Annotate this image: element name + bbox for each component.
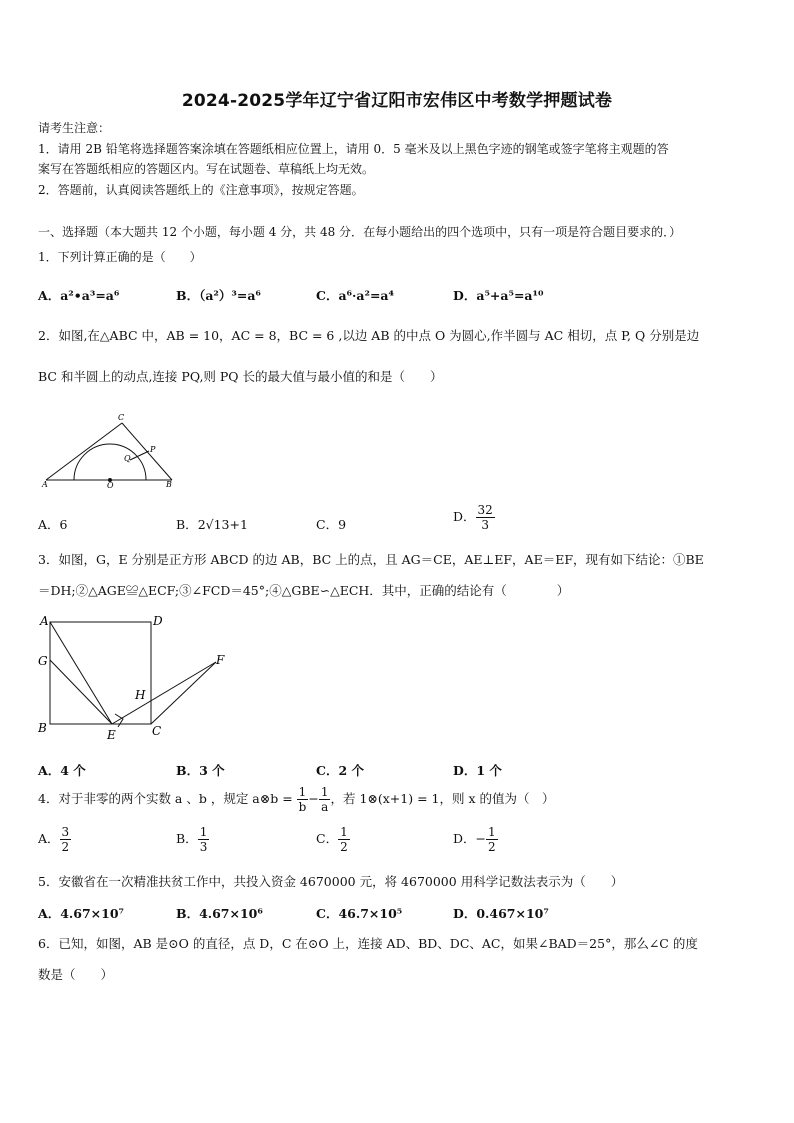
- label-e: E: [107, 728, 116, 742]
- semicircle: [74, 444, 146, 480]
- q4-option-d: D．− $\frac{1}{2}$: [453, 825, 496, 854]
- square-abcd: [50, 622, 151, 724]
- q4-minus: −: [308, 791, 319, 806]
- label-a: A: [42, 480, 48, 489]
- q3-figure: [34, 612, 234, 742]
- q4-option-a: A． $\frac{3}{2}$: [38, 825, 70, 854]
- q2-stem-line2: BC 和半圆上的动点,连接 PQ,则 PQ 长的最大值与最小值的和是（ ）: [38, 369, 443, 384]
- q3-stem-line2: ＝DH;②△AGE≌△ECF;③∠FCD＝45°;④△GBE∽△ECH．其中，正确的结论有（ ）: [38, 583, 570, 598]
- q1-stem: 1．下列计算正确的是（ ）: [38, 250, 202, 264]
- notice-line-1a: 1．请用 2B 铅笔将选择题答案涂填在答题纸相应位置上，请用 0．5 毫米及以上黑色字迹的钢笔或签字笔将主观题的答: [38, 142, 669, 156]
- notice-line-1b: 案写在答题纸相应的答题区内。写在试题卷、草稿纸上均无效。: [38, 162, 375, 176]
- q1-option-d: D．a⁵+a⁵=a¹⁰: [453, 288, 544, 303]
- q2-option-a: A．6: [38, 517, 68, 532]
- q4-stem: [38, 785, 554, 814]
- q5-stem: 5．安徽省在一次精准扶贫工作中，共投入资金 4670000 元，将 4670000 用科学记数法表示为（ ）: [38, 874, 624, 889]
- q3-option-d: D．1 个: [453, 763, 502, 778]
- segment-ef: [112, 662, 216, 724]
- q2-option-d: [453, 503, 495, 532]
- q4-stem-post: ，若 1⊗(x+1) = 1，则 x 的值为（ ）: [330, 791, 555, 806]
- q3-stem-line1: 3．如图，G，E 分别是正方形 ABCD 的边 AB，BC 上的点，且 AG＝CE，AE⊥EF，AE＝EF，现有如下结论：①BE: [38, 552, 704, 567]
- q2-option-d-prefix: D．: [453, 509, 476, 524]
- label-b: B: [166, 480, 172, 489]
- q6-stem-line2: 数是（ ）: [38, 967, 114, 982]
- label-p: P: [150, 445, 156, 454]
- notice-line-2: 2．答题前，认真阅读答题纸上的《注意事项》，按规定答题。: [38, 183, 364, 197]
- q5-option-c: C．46.7×10⁵: [316, 906, 403, 921]
- label-c: C: [152, 724, 162, 738]
- q4-option-c: C． $\frac{1}{2}$: [316, 825, 348, 854]
- q5-option-a: A．4.67×10⁷: [38, 906, 124, 921]
- q5-option-d: D．0.467×10⁷: [453, 906, 549, 921]
- q2-option-c: C．9: [316, 517, 347, 532]
- q1-option-c: C．a⁶·a²=a⁴: [316, 288, 394, 303]
- label-g: G: [38, 654, 48, 668]
- q6-stem-line1: 6．已知，如图，AB 是⊙O 的直径，点 D，C 在⊙O 上，连接 AD、BD、DC、AC，如果∠BAD＝25°，那么∠C 的度: [38, 936, 698, 951]
- q2-stem-line1: 2．如图,在△ABC 中，AB = 10，AC = 8，BC = 6 ,以边 AB 的中点 O 为圆心,作半圆与 AC 相切，点 P, Q 分别是边: [38, 328, 700, 343]
- section-heading: 一、选择题（本大题共 12 个小题，每小题 4 分，共 48 分．在每小题给出的四个选项中，只有一项是符合题目要求的．）: [38, 225, 682, 239]
- label-d: D: [153, 614, 163, 628]
- q4-fraction-1: $\frac{1}{b}$: [298, 785, 307, 814]
- segment-cf: [151, 662, 216, 724]
- q2-option-b-prefix: B．: [176, 517, 198, 532]
- label-h: H: [135, 688, 146, 702]
- right-angle-mark: [115, 714, 123, 727]
- label-a: A: [40, 614, 49, 628]
- q3-option-b: B．3 个: [176, 763, 225, 778]
- segment-ae: [50, 622, 112, 724]
- q4-option-b: B． $\frac{1}{3}$: [176, 825, 208, 854]
- notice-heading: 请考生注意：: [38, 121, 111, 135]
- label-f: F: [216, 653, 225, 667]
- q2-figure: [38, 408, 188, 490]
- q2-option-b: [176, 515, 248, 533]
- segment-ac: [46, 423, 122, 480]
- q1-option-a: A．a²•a³=a⁶: [38, 288, 120, 303]
- q2-option-d-fraction: $\frac{32}{3}$: [477, 503, 493, 532]
- q5-option-b: B．4.67×10⁶: [176, 906, 263, 921]
- label-q: Q: [124, 454, 131, 463]
- label-b: B: [38, 721, 47, 735]
- q3-option-c: C．2 个: [316, 763, 364, 778]
- q4-stem-pre: 4．对于非零的两个实数 a 、b ，规定 a⊗b =: [38, 791, 297, 806]
- q1-option-b: B．（a²）³=a⁶: [176, 288, 261, 303]
- q4-fraction-2: $\frac{1}{a}$: [320, 785, 329, 814]
- page-title: 2024-2025学年辽宁省辽阳市宏伟区中考数学押题试卷: [181, 91, 613, 111]
- segment-ge: [50, 660, 112, 724]
- label-o: O: [107, 481, 114, 490]
- q3-option-a: A．4 个: [38, 763, 86, 778]
- q2-option-b-expr: 2√13+1: [197, 517, 248, 532]
- label-c: C: [118, 413, 125, 422]
